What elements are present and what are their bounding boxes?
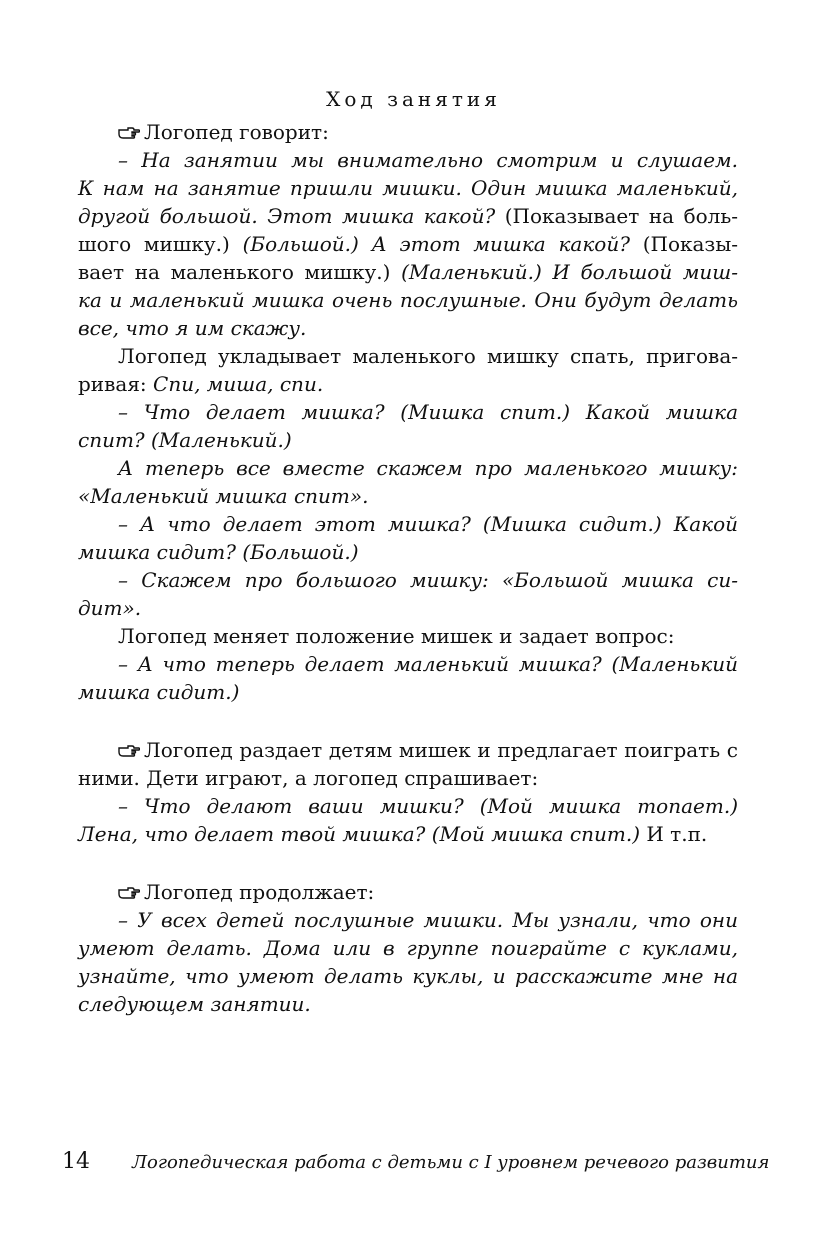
text-line: спит? (Маленький.) (78, 428, 292, 452)
text-line: ними. Дети играют, а логопед спрашивает: (78, 766, 539, 790)
text-line: А теперь все вместе скажем про маленького мишку: (118, 456, 738, 480)
text-line (118, 736, 738, 764)
text-line: К нам на занятие пришли мишки. Один мишка маленький, (78, 176, 738, 200)
text-line: – А что делает этот мишка? (Мишка сидит.) Какой (118, 512, 738, 536)
page-footer (62, 1148, 770, 1178)
running-title: Логопедическая работа с детьми с I уровнем речевого развития (132, 1152, 770, 1173)
text-line: Логопед укладывает маленького мишку спать, пригова- (118, 344, 738, 368)
page-number: 14 (62, 1149, 90, 1174)
paragraph-text: Логопед раздает детям мишек и предлагает поиграть с (144, 738, 738, 762)
italic-text: другой большой. Этот мишка какой? (78, 204, 496, 228)
text-line: «Маленький мишка спит». (78, 484, 369, 508)
pointing-hand-icon (118, 886, 140, 900)
regular-text: (Показы- (629, 232, 739, 256)
text-line: дит». (78, 596, 142, 620)
text-line: узнайте, что умеют делать куклы, и расскажите мне на (78, 964, 738, 988)
text-line: – Что делает мишка? (Мишка спит.) Какой мишка (118, 400, 738, 424)
regular-text: шого мишку.) (78, 232, 243, 256)
text-line (118, 118, 738, 146)
text-line: – А что теперь делает маленький мишка? (Маленький (118, 652, 738, 676)
text-line: мишка сидит? (Большой.) (78, 540, 359, 564)
text-line (78, 258, 738, 286)
regular-text: (Показывает на боль- (495, 204, 738, 228)
text-line (78, 202, 738, 230)
text-line: Логопед меняет положение мишек и задает вопрос: (118, 624, 675, 648)
regular-text: И т.п. (640, 822, 708, 846)
text-line: мишка сидит.) (78, 680, 240, 704)
italic-text: Лена, что делает твой мишка? (Мой мишка спит.) (78, 822, 640, 846)
text-line (78, 370, 738, 398)
italic-text: Спи, миша, спи. (153, 372, 324, 396)
text-line (78, 820, 738, 848)
italic-text: (Большой.) А этот мишка какой? (242, 232, 630, 256)
text-line: умеют делать. Дома или в группе поиграйте с куклами, (78, 936, 738, 960)
pointing-hand-icon (118, 126, 140, 140)
text-line: – У всех детей послушные мишки. Мы узнали, что они (118, 908, 738, 932)
pointing-hand-icon (118, 744, 140, 758)
text-line: – На занятии мы внимательно смотрим и слушаем. (118, 148, 738, 172)
text-line: – Скажем про большого мишку: «Большой мишка си- (118, 568, 738, 592)
paragraph-text: Логопед говорит: (144, 120, 329, 144)
text-line (78, 230, 738, 258)
text-line: ка и маленький мишка очень послушные. Они будут делать (78, 288, 738, 312)
section-heading: Ход занятия (326, 87, 501, 111)
text-line: все, что я им скажу. (78, 316, 307, 340)
regular-text: вает на маленького мишку.) (78, 260, 402, 284)
italic-text: (Маленький.) И большой миш- (401, 260, 738, 284)
text-line: – Что делают ваши мишки? (Мой мишка топает.) (118, 794, 738, 818)
text-line (118, 878, 738, 906)
regular-text: ривая: (78, 372, 154, 396)
paragraph-text: Логопед продолжает: (144, 880, 375, 904)
text-line: следующем занятии. (78, 992, 311, 1016)
